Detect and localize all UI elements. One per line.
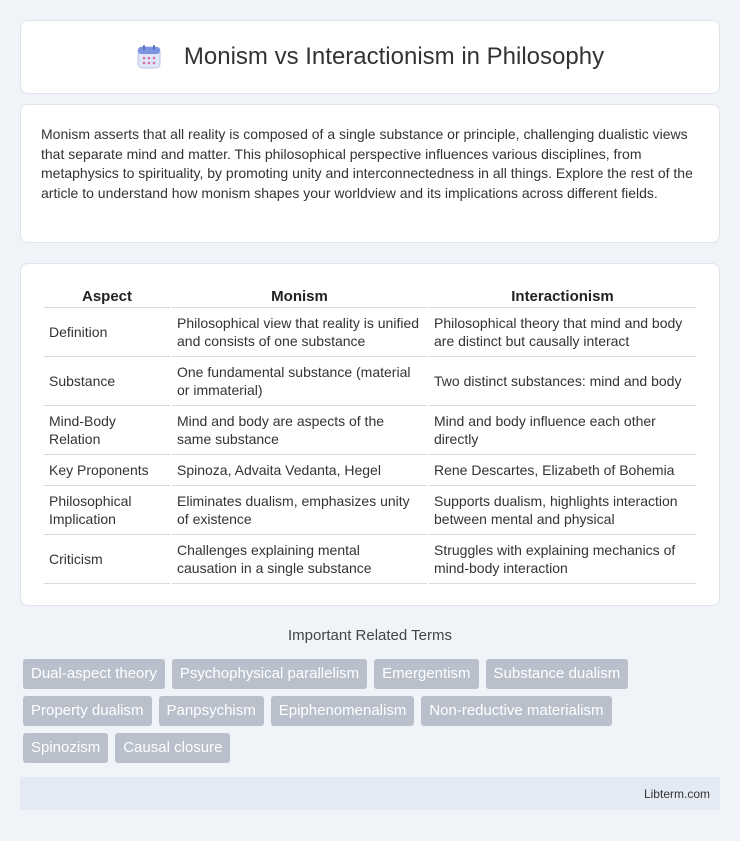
table-row [44, 308, 696, 357]
table-cell-interactionism: Two distinct substances: mind and body [429, 357, 696, 406]
related-terms-title: Important Related Terms [288, 627, 452, 644]
table-cell-interactionism: Struggles with explaining mechanics of mind-body interaction [429, 535, 696, 584]
related-term-tag[interactable]: Psychophysical parallelism [172, 659, 367, 689]
table-cell-monism: Philosophical view that reality is unified and consists of one substance [172, 308, 427, 357]
table-cell-interactionism: Mind and body influence each other directly [429, 406, 696, 455]
related-term-tag[interactable]: Property dualism [23, 696, 152, 726]
page-title: Monism vs Interactionism in Philosophy [183, 43, 605, 70]
footer [20, 777, 720, 810]
table-cell-monism: Challenges explaining mental causation in a single substance [172, 535, 427, 584]
comparison-table [42, 284, 698, 584]
footer-site-link[interactable]: Libterm.com [643, 786, 710, 801]
table-cell-aspect: Key Proponents [44, 455, 170, 486]
table-cell-aspect: Philosophical Implication [44, 486, 170, 535]
related-term-tag[interactable]: Substance dualism [486, 659, 629, 689]
column-header-monism: Monism [172, 284, 427, 308]
table-row [44, 455, 696, 486]
comparison-table-card [20, 263, 720, 606]
intro-card [20, 104, 720, 243]
table-cell-interactionism: Supports dualism, highlights interaction between mental and physical [429, 486, 696, 535]
table-row [44, 357, 696, 406]
table-cell-aspect: Mind-Body Relation [44, 406, 170, 455]
column-header-interactionism: Interactionism [429, 284, 696, 308]
table-cell-interactionism: Philosophical theory that mind and body are distinct but causally interact [429, 308, 696, 357]
related-term-tag[interactable]: Causal closure [115, 733, 230, 763]
table-cell-aspect: Definition [44, 308, 170, 357]
table-cell-aspect: Criticism [44, 535, 170, 584]
related-term-tag[interactable]: Spinozism [23, 733, 108, 763]
table-cell-monism: Spinoza, Advaita Vedanta, Hegel [172, 455, 427, 486]
table-row [44, 406, 696, 455]
table-row [44, 486, 696, 535]
related-term-tag[interactable]: Epiphenomenalism [271, 696, 415, 726]
header-card [20, 20, 720, 94]
table-cell-monism: Mind and body are aspects of the same substance [172, 406, 427, 455]
calendar-icon [136, 44, 162, 70]
related-term-tag[interactable]: Dual-aspect theory [23, 659, 165, 689]
related-term-tag[interactable]: Non-reductive materialism [421, 696, 611, 726]
table-header-row [44, 284, 696, 308]
column-header-aspect: Aspect [44, 284, 170, 308]
table-cell-interactionism: Rene Descartes, Elizabeth of Bohemia [429, 455, 696, 486]
related-terms-list [23, 659, 703, 763]
intro-text: Monism asserts that all reality is composed of a single substance or principle, challenging dualistic views that separate mind and matter. This philosophical perspective influences various disciplines, from metaphysics to spirituality, by promoting unity and interconnectedness in all things. Explore the rest of the article to understand how monism shapes your worldview and its implications across different fields. [41, 126, 693, 201]
table-cell-monism: One fundamental substance (material or immaterial) [172, 357, 427, 406]
table-row [44, 535, 696, 584]
related-term-tag[interactable]: Emergentism [374, 659, 478, 689]
table-cell-aspect: Substance [44, 357, 170, 406]
related-term-tag[interactable]: Panpsychism [159, 696, 264, 726]
table-cell-monism: Eliminates dualism, emphasizes unity of existence [172, 486, 427, 535]
